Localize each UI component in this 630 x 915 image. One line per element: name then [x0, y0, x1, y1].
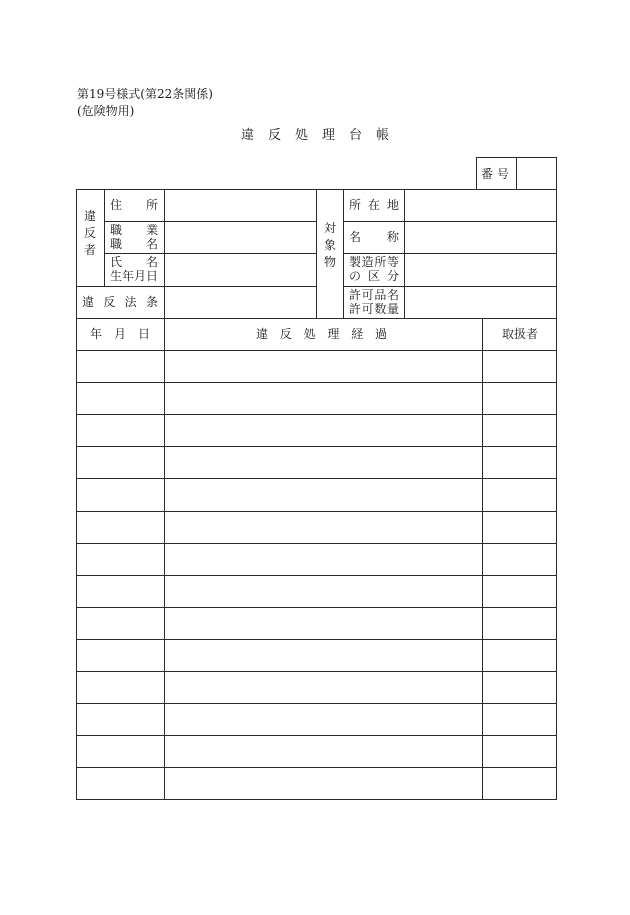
- law-article-label: 違 反 法 条: [82, 295, 158, 309]
- table-row-line: [76, 575, 557, 576]
- form-category: (危険物用): [77, 104, 135, 118]
- form-number: 第19号様式(第22条関係): [77, 87, 213, 101]
- location-label: 所 在 地: [349, 198, 399, 212]
- page-title: 違反処理台帳: [240, 128, 403, 143]
- table-row-line: [76, 735, 557, 736]
- facility-type-label: 製造所等: [349, 255, 399, 269]
- col-handler-header: 取扱者: [501, 327, 538, 341]
- col-date-header: 年 月 日: [90, 327, 151, 341]
- address-label: 住 所: [110, 198, 158, 212]
- log-table: [76, 318, 557, 800]
- birthdate-label: 生年月日: [110, 269, 159, 283]
- table-row-line: [76, 414, 557, 415]
- col-process-header: 違 反 処 理 経 過: [255, 327, 392, 341]
- table-row-line: [76, 478, 557, 479]
- table-row-line: [76, 639, 557, 640]
- table-row-line: [76, 671, 557, 672]
- job-title-label: 職 名: [110, 237, 158, 251]
- table-row-line: [76, 543, 557, 544]
- name-label: 氏 名: [110, 255, 158, 269]
- target-group-label: 対 象 物: [323, 221, 336, 269]
- table-row-line: [76, 607, 557, 608]
- number-label: 番 号: [481, 167, 509, 181]
- table-row-line: [76, 350, 557, 351]
- table-row-line: [76, 511, 557, 512]
- table-row-line: [76, 382, 557, 383]
- table-row-line: [76, 767, 557, 768]
- table-row-line: [76, 446, 557, 447]
- violator-group-label: 違 反 者: [83, 209, 96, 257]
- permit-item-label: 許可品名: [349, 288, 399, 302]
- table-row-line: [76, 703, 557, 704]
- occupation-label: 職 業: [110, 223, 158, 237]
- facility-type-label-2: の 区 分: [349, 269, 399, 283]
- target-name-label: 名 称: [349, 230, 399, 244]
- permit-quantity-label: 許可数量: [349, 302, 399, 316]
